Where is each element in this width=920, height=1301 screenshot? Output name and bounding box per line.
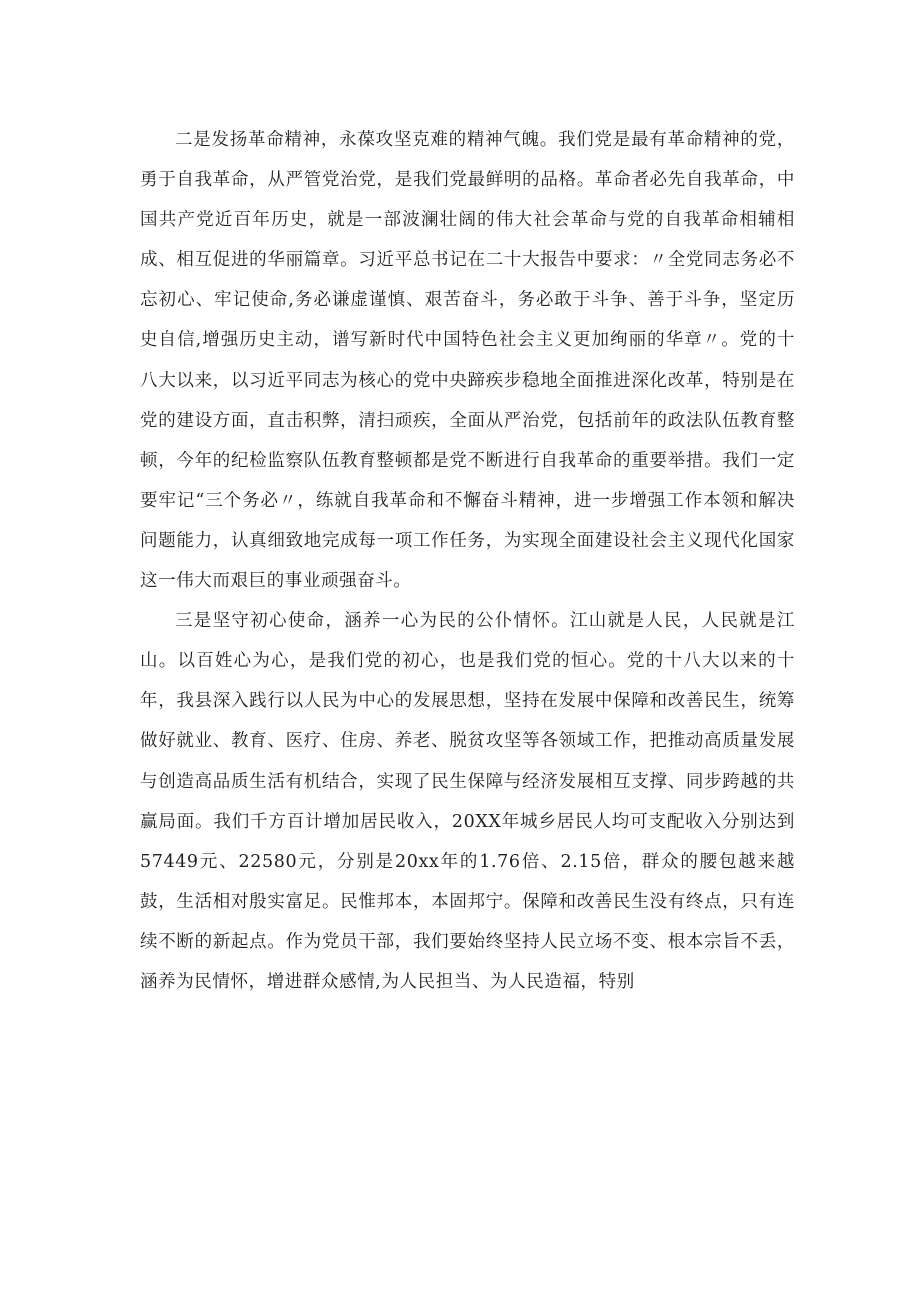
paragraph: 三是坚守初心使命，涵养一心为民的公仆情怀。江山就是人民，人民就是江山。以百姓心为心，是我们党的初心，也是我们党的恒心。党的十八大以来的十年，我县深入践行以人民为中心的发展思想，坚持在发展中保障和改善民生，统筹做好就业、教育、医疗、住房、养老、脱贫攻坚等各领域工作，把推动高质量发展与创造高品质生活有机结合，实现了民生保障与经济发展相互支撑、同步跨越的共赢局面。我们千方百计增加居民收入，20XX年城乡居民人均可支配收入分别达到57449元、22580元，分别是20xx年的1.76倍、2.15倍，群众的腰包越来越鼓，生活相对殷实富足。民惟邦本，本固邦宁。保障和改善民生没有终点，只有连续不断的新起点。作为党员干部，我们要始终坚持人民立场不变、根本宗旨不丢，涵养为民情怀，增进群众感情,为人民担当、为人民造福，特别	[140, 611, 795, 992]
paragraph: 二是发扬革命精神，永葆攻坚克难的精神气魄。我们党是最有革命精神的党，勇于自我革命，从严管党治党，是我们党最鲜明的品格。革命者必先自我革命，中国共产党近百年历史，就是一部波澜壮阔的伟大社会革命与党的自我革命相辅相成、相互促进的华丽篇章。习近平总书记在二十大报告中要求：〃全党同志务必不忘初心、牢记使命,务必谦虚谨慎、艰苦奋斗，务必敢于斗争、善于斗争，坚定历史自信,增强历史主动，谱写新时代中国特色社会主义更加绚丽的华章〃。党的十八大以来，以习近平同志为核心的党中央蹄疾步稳地全面推进深化改革，特别是在党的建设方面，直击积弊，清扫顽疾，全面从严治党，包括前年的政法队伍教育整顿，今年的纪检监察队伍教育整顿都是党不断进行自我革命的重要举措。我们一定要牢记“三个务必〃，练就自我革命和不懈奋斗精神，进一步增强工作本领和解决问题能力，认真细致地完成每一项工作任务，为实现全面建设社会主义现代化国家这一伟大而艰巨的事业顽强奋斗。	[140, 130, 795, 592]
document-body	[140, 120, 795, 1002]
